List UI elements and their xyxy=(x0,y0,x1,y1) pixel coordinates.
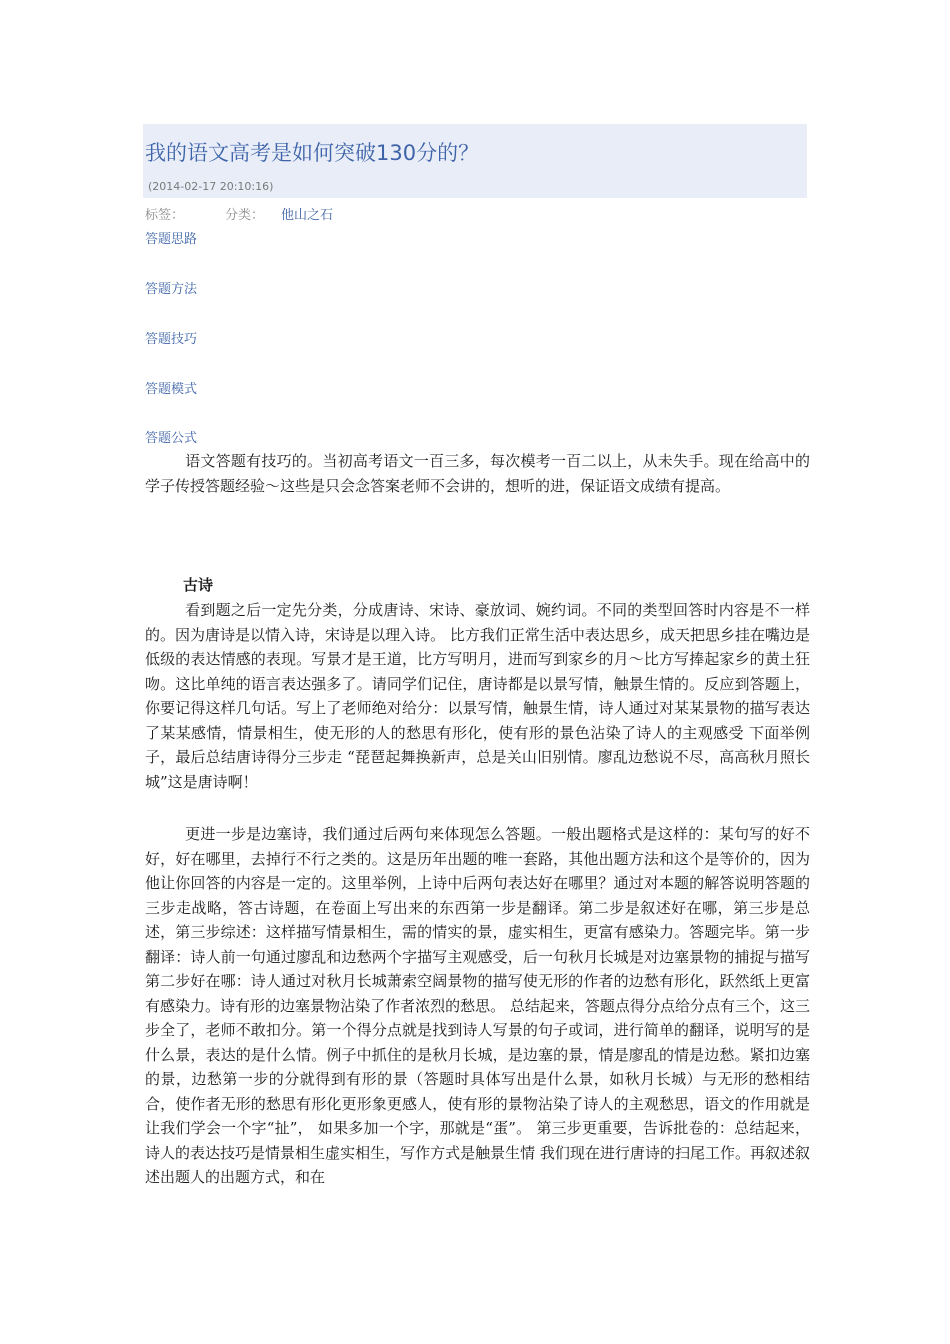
tag-link[interactable]: 答题技巧 xyxy=(145,332,198,347)
publish-timestamp: (2014-02-17 20:10:16) xyxy=(148,180,274,193)
section-heading: 古诗 xyxy=(183,576,214,594)
body-paragraph: 更进一步是边塞诗，我们通过后两句来体现怎么答题。一般出题格式是这样的：某句写的好不好，好在哪里，去掉行不行之类的。这是历年出题的唯一套路，其他出题方法和这个是等价的，因为他让你回答的内容是一定的。这里举例，上诗中后两句表达好在哪里？通过对本题的解答说明答题的三步走战略，答古诗题，在卷面上写出来的东西第一步是翻译。第二步是叙述好在哪，第三步是总述，第三步综述：这样描写情景相生，需的情实的景，虚实相生，更富有感染力。答题完毕。第一步翻译：诗人前一句通过廖乱和边愁两个字描写主观感受，后一句秋月长城是对边塞景物的捕捉与描写 第二步好在哪：诗人通过对秋月长城萧索空阔景物的描写使无形的作者的边愁有形化，跃然纸上更富有感染力。诗有形的边塞景物沾染了作者浓烈的愁思。 总结起来，答题点得分点给分点有三个，这三步全了，老师不敢扣分。第一个得分点就是找到诗人写景的句子或词，进行简单的翻译，说明写的是什么景，表达的是什么情。例子中抓住的是秋月长城，是边塞的景，情是廖乱的情是边愁。紧扣边塞的景，边愁第一步的分就得到有形的景（答题时具体写出是什么景，如秋月长城）与无形的愁相结合，使作者无形的愁思有形化更形象更感人，使有形的景物沾染了诗人的主观愁思，语文的作用就是让我们学会一个字“扯”， 如果多加一个字，那就是“蛋”。 第三步更重要，告诉批卷的：总结起来，诗人的表达技巧是情景相生虚实相生，写作方式是触景生情 我们现在进行唐诗的扫尾工作。再叙述叙述出题人的出题方式，和在 xyxy=(145,825,810,1186)
tags-label: 标签： xyxy=(145,208,185,223)
tag-link[interactable]: 答题公式 xyxy=(145,431,198,446)
category-link[interactable]: 他山之石 xyxy=(281,208,334,223)
tag-link[interactable]: 答题模式 xyxy=(145,382,198,397)
body-paragraph: 看到题之后一定先分类，分成唐诗、宋诗、豪放词、婉约词。不同的类型回答时内容是不一样的。因为唐诗是以情入诗，宋诗是以理入诗。 比方我们正常生活中表达思乡，成天把思乡挂在嘴边是低级的表达情感的表现。写景才是王道，比方写明月，进而写到家乡的月～比方写捧起家乡的黄土狂吻。这比单纯的语言表达强多了。请同学们记住，唐诗都是以景写情，触景生情的。反应到答题上，你要记得这样几句话。写上了老师绝对给分：以景写情，触景生情，诗人通过对某某景物的描写表达了某某感情，情景相生，使无形的人的愁思有形化，使有形的景色沾染了诗人的主观感受 下面举例子，最后总结唐诗得分三步走 “琵琶起舞换新声，总是关山旧别情。廖乱边愁说不尽，高高秋月照长城”这是唐诗啊！ xyxy=(145,601,810,791)
meta-row xyxy=(145,204,333,223)
article-title: 我的语文高考是如何突破130分的？ xyxy=(145,141,480,165)
tag-link[interactable]: 答题方法 xyxy=(145,282,198,297)
category-label: 分类： xyxy=(225,208,265,223)
intro-paragraph: 语文答题有技巧的。当初高考语文一百三多，每次模考一百二以上，从未失手。现在给高中的学子传授答题经验～这些是只会念答案老师不会讲的，想听的进，保证语文成绩有提高。 xyxy=(145,452,810,495)
tag-link[interactable]: 答题思路 xyxy=(145,232,198,247)
